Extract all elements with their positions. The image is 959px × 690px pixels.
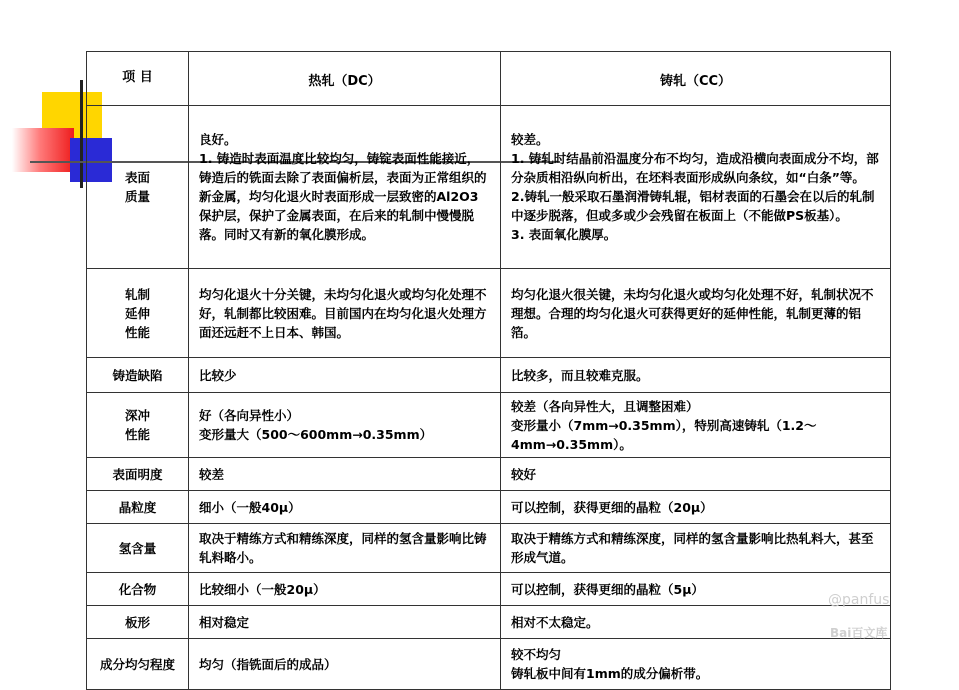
- table-row: [87, 393, 891, 458]
- table-row: [87, 606, 891, 639]
- row-cc: 取决于精练方式和精练深度，同样的氢含量影响比热轧料大，甚至形成气道。: [501, 524, 891, 573]
- row-cc: 比较多，而且较难克服。: [501, 358, 891, 393]
- row-item: 表面明度: [87, 458, 189, 491]
- row-cc: 较差。 1. 铸轧时结晶前沿温度分布不均匀，造成沿横向表面成分不均，部分杂质相沿纵向析出，在坯料表面形成纵向条纹，如“白条”等。 2.铸轧一般采取石墨润滑铸轧辊，铝材表面的石墨会在以后的轧制中逐步脱落，但或多或少会残留在板面上（不能做PS板基）。 3. 表面氧化膜厚。: [501, 106, 891, 269]
- table-row: [87, 524, 891, 573]
- row-dc: 取决于精练方式和精练深度，同样的氢含量影响比铸轧料略小。: [189, 524, 501, 573]
- row-dc: 比较少: [189, 358, 501, 393]
- row-dc: 良好。 1. 铸造时表面温度比较均匀，铸锭表面性能接近，铸造后的铣面去除了表面偏析层，表面为正常组织的新金属，均匀化退火时表面形成一层致密的Al2O3保护层，保护了金属表面，在后来的轧制中慢慢脱落。同时又有新的氧化膜形成。: [189, 106, 501, 269]
- row-item: 表面 质量: [87, 106, 189, 269]
- header-cc: 铸轧（CC）: [501, 52, 891, 106]
- row-dc: 相对稳定: [189, 606, 501, 639]
- row-dc: 均匀化退火十分关键，未均匀化退火或均匀化处理不好，轧制都比较困难。目前国内在均匀化退火处理方面还远赶不上日本、韩国。: [189, 269, 501, 358]
- row-item: 铸造缺陷: [87, 358, 189, 393]
- header-item: 项 目: [87, 52, 189, 106]
- decor-vertical-line: [80, 80, 83, 188]
- row-item: 化合物: [87, 573, 189, 606]
- table-row: [87, 269, 891, 358]
- table-row: [87, 106, 891, 269]
- row-item: 板形: [87, 606, 189, 639]
- row-dc: 较差: [189, 458, 501, 491]
- row-item: 深冲 性能: [87, 393, 189, 458]
- row-cc: 可以控制，获得更细的晶粒（5μ）: [501, 573, 891, 606]
- table-row: [87, 639, 891, 690]
- table-header-row: [87, 52, 891, 106]
- row-item: 晶粒度: [87, 491, 189, 524]
- table-row: [87, 491, 891, 524]
- watermark-handle: @panfus: [828, 592, 890, 608]
- row-cc: 可以控制，获得更细的晶粒（20μ）: [501, 491, 891, 524]
- table-row: [87, 358, 891, 393]
- row-dc: 比较细小（一般20μ）: [189, 573, 501, 606]
- row-dc: 好（各向异性小） 变形量大（500～600mm→0.35mm）: [189, 393, 501, 458]
- row-item: 轧制 延伸 性能: [87, 269, 189, 358]
- row-cc: 相对不太稳定。: [501, 606, 891, 639]
- row-dc: 细小（一般40μ）: [189, 491, 501, 524]
- comparison-table: [86, 51, 891, 690]
- row-dc: 均匀（指铣面后的成品）: [189, 639, 501, 690]
- table-row: [87, 458, 891, 491]
- row-cc: 均匀化退火很关键，未均匀化退火或均匀化处理不好，轧制状况不理想。合理的均匀化退火可获得更好的延伸性能，轧制更薄的铝箔。: [501, 269, 891, 358]
- table-row: [87, 573, 891, 606]
- row-item: 成分均匀程度: [87, 639, 189, 690]
- watermark-logo: Bai百文库: [830, 626, 888, 640]
- row-cc: 较差（各向异性大，且调整困难） 变形量小（7mm→0.35mm），特别高速铸轧（1.2～4mm→0.35mm）。: [501, 393, 891, 458]
- decor-red-gradient: [12, 128, 74, 172]
- row-cc: 较不均匀 铸轧板中间有1mm的成分偏析带。: [501, 639, 891, 690]
- row-cc: 较好: [501, 458, 891, 491]
- row-item: 氢含量: [87, 524, 189, 573]
- header-dc: 热轧（DC）: [189, 52, 501, 106]
